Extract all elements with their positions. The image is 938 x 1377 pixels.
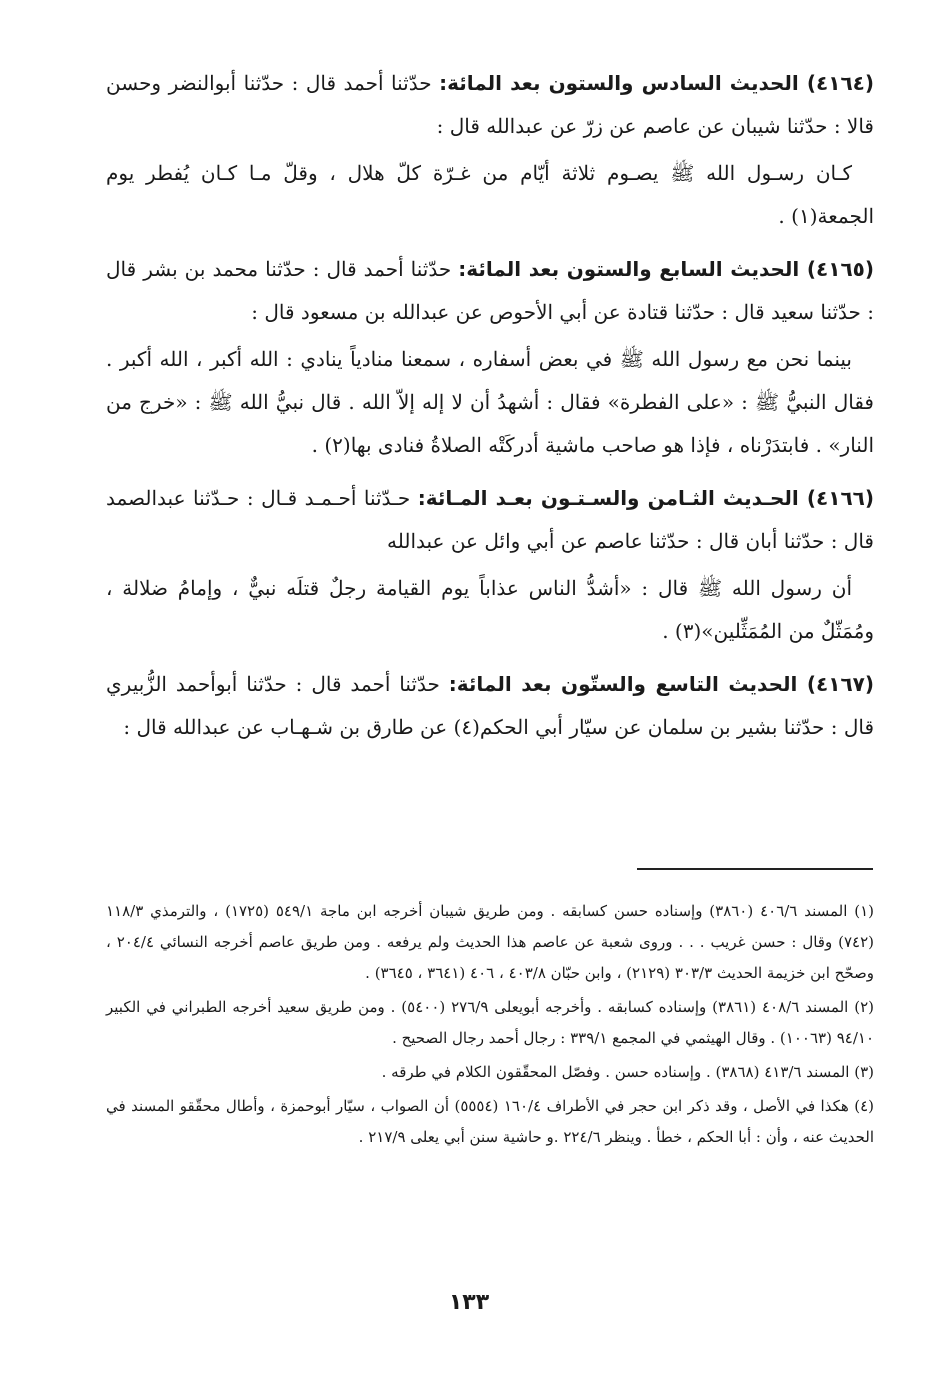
footnotes: [106, 896, 874, 1156]
main-text: [106, 62, 874, 759]
hadith-4165: [106, 248, 874, 467]
hadith-4167: [106, 663, 874, 749]
hadith-chain: حدّثنا أحمد قال : حدّثنا محمد بن بشر قال : حدّثنا سعيد قال : حدّثنا قتادة عن أبي الأحوص عن عبدالله بن مسعود قال :: [106, 257, 874, 324]
hadith-chain-paragraph: [106, 477, 874, 563]
hadith-chain-paragraph: [106, 62, 874, 148]
hadith-chain: حدّثنا أحمد قال : حدّثنا أبوالنضر وحسن قالا : حدّثنا شيبان عن عاصم عن زرّ عن عبدالله قال :: [106, 71, 874, 138]
hadith-heading: (٤١٦٧) الحديث التاسع والستّون بعد المائة:: [448, 672, 874, 696]
hadith-heading: (٤١٦٦) الحـديث الثـامن والسـتـون بعـد المـائة:: [417, 486, 874, 510]
hadith-4164: [106, 62, 874, 238]
hadith-text: كـان رسـول الله ﷺ يصـوم ثلاثة أيّام من غـرّة كلّ هلال ، وقلّ مـا كـان يُفطر يوم الجمعة(١) .: [106, 161, 874, 228]
footnote-4: (٤) هكذا في الأصل ، وقد ذكر ابن حجر في الأطراف ١٦٠/٤ (٥٥٥٤) أن الصواب ، سيّار أبوحمزة ، وأطال محقّقو المسند في الحديث عنه ، وأن : أبا الحكم ، خطأ . وينظر ٢٢٤/٦ .و حاشية سنن أبي يعلى ٢١٧/٩ .: [106, 1097, 875, 1146]
hadith-heading: (٤١٦٤) الحديث السادس والستون بعد المائة:: [439, 71, 874, 95]
hadith-chain-paragraph: [106, 663, 874, 749]
hadith-text: بينما نحن مع رسول الله ﷺ في بعض أسفاره ، سمعنا منادياً ينادي : الله أكبر ، الله أكبر . فقال النبيُّ ﷺ : «على الفطرة» فقال : أشهدُ أن لا إله إلاّ الله . قال نبيُّ الله ﷺ : «خرج من النار» . فابتدَرْناه ، فإذا هو صاحب ماشية أدركَتْه الصلاةُ فنادى بها(٢) .: [106, 347, 874, 457]
hadith-chain: حـدّثنا أحـمـد قـال : حـدّثنا عبدالصمد قال : حدّثنا أبان قال : حدّثنا عاصم عن أبي وائل عن عبدالله: [106, 486, 874, 553]
hadith-4166: [106, 477, 874, 653]
footnote-divider: [637, 868, 873, 870]
hadith-chain-paragraph: [106, 248, 874, 334]
footnote-1: (١) المسند ٤٠٦/٦ (٣٨٦٠) وإسناده حسن كسابقه . ومن طريق شيبان أخرجه ابن ماجة ٥٤٩/١ (١٧٢٥) ، والترمذي ١١٨/٣ (٧٤٢) وقال : حسن غريب . . . وروى شعبة عن عاصم هذا الحديث ولم يرفعه . ومن طريق عاصم أخرجه النسائي ٢٠٤/٤ ، وصحّح ابن خزيمة الحديث ٣٠٣/٣ (٢١٢٩) ، وابن حبّان ٤٠٣/٨ ، ٤٠٦ (٣٦٤١ ، ٣٦٤٥) .: [106, 902, 875, 982]
hadith-chain: حدّثنا أحمد قال : حدّثنا أبوأحمد الزُّبيري قال : حدّثنا بشير بن سلمان عن سيّار أبي الحكم(٤) عن طارق بن شـهـاب عن عبدالله قال :: [106, 672, 874, 739]
page-number: ١٣٣: [448, 1290, 490, 1315]
hadith-heading: (٤١٦٥) الحديث السابع والستون بعد المائة:: [458, 257, 875, 281]
footnote-2: (٢) المسند ٤٠٨/٦ (٣٨٦١) وإسناده كسابقه . وأخرجه أبويعلى ٢٧٦/٩ (٥٤٠٠) . ومن طريق سعيد أخرجه الطبراني في الكبير ٩٤/١٠ (١٠٠٦٣) . وقال الهيثمي في المجمع ٣٣٩/١ : رجال أحمد رجال الصحيح .: [106, 998, 874, 1047]
footnote-3: (٣) المسند ٤١٣/٦ (٣٨٦٨) . وإسناده حسن . وفصّل المحقّقون الكلام في طرقه .: [381, 1063, 874, 1081]
hadith-text: أن رسول الله ﷺ قال : «أشدُّ الناس عذاباً يوم القيامة رجلٌ قتلَه نبيٌّ ، وإمامُ ضلالة ، ومُمَثّلٌ من المُمَثِّلين»(٣) .: [106, 576, 874, 643]
